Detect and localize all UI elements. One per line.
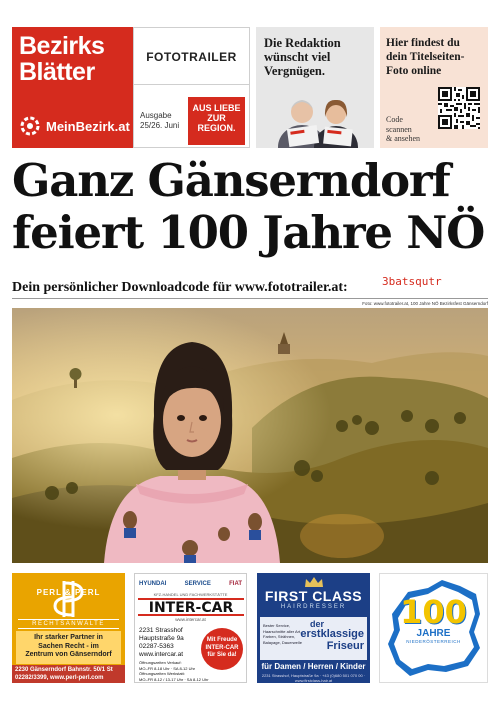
badge-line-3: für Sie da! [207, 652, 237, 658]
jubilaeum-region: NIEDERÖSTERREICH [406, 639, 461, 644]
perl-name: PERL & PERL [36, 588, 101, 597]
perl-slogan-line-1: Ihr starker Partner in [34, 634, 103, 641]
titelseite-message [386, 36, 464, 78]
intercar-ad[interactable] [134, 573, 247, 683]
editors-photo [270, 87, 370, 148]
divider [12, 298, 488, 299]
intercar-addr-line-2: Hauptstraße 9a [139, 635, 184, 642]
intercar-badge [201, 628, 243, 670]
intercar-web-top: www.intercar.at [175, 617, 206, 622]
firstclass-der: der [310, 619, 325, 629]
intercar-tagline: KFZ-HANDEL UND FACHWERKSTÄTTE [153, 592, 228, 597]
services-line-3: Farben, Strähnen, [263, 634, 296, 639]
noe-jubilaeum-ad[interactable] [379, 573, 488, 683]
masthead [12, 27, 488, 148]
photo-credit: Foto: www.fototrailer.at, 100 Jahre NÖ Bezirksfest Gänserndorf [362, 301, 488, 306]
redaktion-line-3: Vergnügen. [264, 64, 326, 78]
redaktion-message [264, 36, 341, 78]
edition-label: Ausgabe [140, 111, 172, 120]
brand-line-1: Bezirks [19, 32, 105, 60]
divider [134, 84, 249, 85]
firstclass-audience: für Damen / Herren / Kinder [261, 662, 366, 671]
intercar-addr-line-4: www.intercar.at [139, 651, 184, 658]
section-title: FOTOTRAILER [146, 50, 237, 64]
bezirksblaetter-logo[interactable] [12, 27, 133, 148]
intercar-brands [139, 577, 242, 591]
jubilaeum-word: JAHRE [416, 628, 451, 639]
jubilaeum-badge [380, 593, 487, 645]
firstclass-title: FIRST CLASS [264, 588, 363, 604]
code-hint-line-2: scannen [386, 124, 412, 134]
slogan-line-1: erstklassige [300, 628, 364, 640]
crown-icon [304, 576, 324, 588]
code-hint-line-1: Code [386, 115, 403, 124]
firstclass-body [260, 617, 367, 660]
titel-line-2: dein Titelseiten- [386, 51, 465, 63]
slogan-line-2: Friseur [326, 640, 364, 652]
services-line-2: Haarschnitte aller Art, [263, 628, 302, 634]
intercar-hours-line-3: Öffnungszeiten Werkstatt: [139, 671, 185, 676]
jubilaeum-number: 100 [400, 593, 467, 631]
edition-info [140, 111, 179, 131]
slogan-line-1: AUS LIEBE [192, 103, 241, 113]
qr-hint [386, 115, 420, 144]
meinbezirk-icon [18, 114, 42, 138]
fiat-logo: FIAT [229, 581, 242, 587]
service-logo: SERVICE [184, 581, 211, 587]
meinbezirk-brand [18, 114, 130, 138]
slogan-line-2: ZUR [207, 113, 226, 123]
services-line-4: Balayage, Dauerwelle [263, 639, 302, 645]
intercar-hours-line-1: Öffnungszeiten Verkauf: [139, 660, 182, 665]
download-text: Dein persönlicher Downloadcode für www.fototrailer.at: [12, 280, 348, 295]
redaktion-line-1: Die Redaktion [264, 36, 341, 50]
perl-phone-web: 02282/3399, www.perl-perl.com [15, 675, 104, 681]
download-code[interactable]: 3batsqutr [382, 275, 442, 288]
code-hint-line-3: & ansehen [386, 134, 420, 143]
badge-line-1: Mit Freude [206, 637, 238, 643]
firstclass-subtitle: HAIRDRESSER [280, 604, 347, 610]
intercar-hours-line-4: MO–FR 8-12 / 13-17 Uhr · SA 8-12 Uhr [139, 676, 209, 682]
section-box [133, 27, 250, 148]
badge-line-2: INTER-CAR [205, 644, 239, 651]
intercar-addr-line-1: 2231 Strasshof [139, 627, 183, 634]
edition-date: 25/26. Juni [140, 121, 180, 130]
cover-headline [12, 155, 492, 259]
firstclass-contact: 2231 Strasshof, Hauptstraße 9a · +43 (0)680 501 070 00 · www.firstclass-hair.at [261, 673, 366, 683]
firstclass-ad[interactable] [257, 573, 370, 683]
cover-photo [12, 308, 488, 563]
cover-photo-image [12, 308, 488, 563]
download-row [12, 275, 488, 298]
titel-line-3: Foto online [386, 65, 442, 77]
slogan-badge [188, 97, 245, 145]
firstclass-slogan [290, 628, 364, 652]
perl-address: 2230 Gänserndorf Bahnstr. 50/1 St [15, 667, 113, 673]
redaktion-line-2: wünscht viel [264, 50, 331, 64]
intercar-logo: INTER-CAR [138, 598, 244, 616]
perl-slogan-line-2: Sachen Recht - im [38, 642, 99, 650]
headline-line-1: Ganz Gänserndorf [12, 154, 450, 207]
titelseite-box [380, 27, 488, 148]
redaktion-box [256, 27, 374, 148]
headline-line-2: feiert 100 Jahre NÖ [12, 206, 485, 259]
qr-code-icon[interactable] [438, 87, 480, 129]
brand-line-2: Blätter [19, 58, 95, 86]
intercar-hours [139, 660, 209, 682]
perl-logo-icon [20, 579, 117, 619]
services-line-1: Bester Service, [263, 623, 291, 628]
intercar-addr-line-3: 02287-5363 [139, 643, 174, 650]
brand-name [19, 33, 104, 85]
brand-footer: MeinBezirk.at [46, 118, 130, 134]
perl-slogan-line-3: Zentrum von Gänserndorf [25, 651, 112, 658]
ad-strip [12, 573, 488, 683]
hyundai-logo: HYUNDAI [139, 581, 167, 587]
perl-ad[interactable] [12, 573, 125, 683]
intercar-hours-line-2: MO–FR 8-18 Uhr · SA 8-12 Uhr [139, 665, 196, 671]
perl-subtitle: RECHTSANWÄLTE [18, 619, 119, 629]
titel-line-1: Hier findest du [386, 37, 460, 49]
perl-contact [12, 665, 125, 683]
intercar-address [139, 627, 184, 659]
slogan-line-3: REGION. [197, 123, 236, 133]
perl-slogan [16, 631, 121, 664]
